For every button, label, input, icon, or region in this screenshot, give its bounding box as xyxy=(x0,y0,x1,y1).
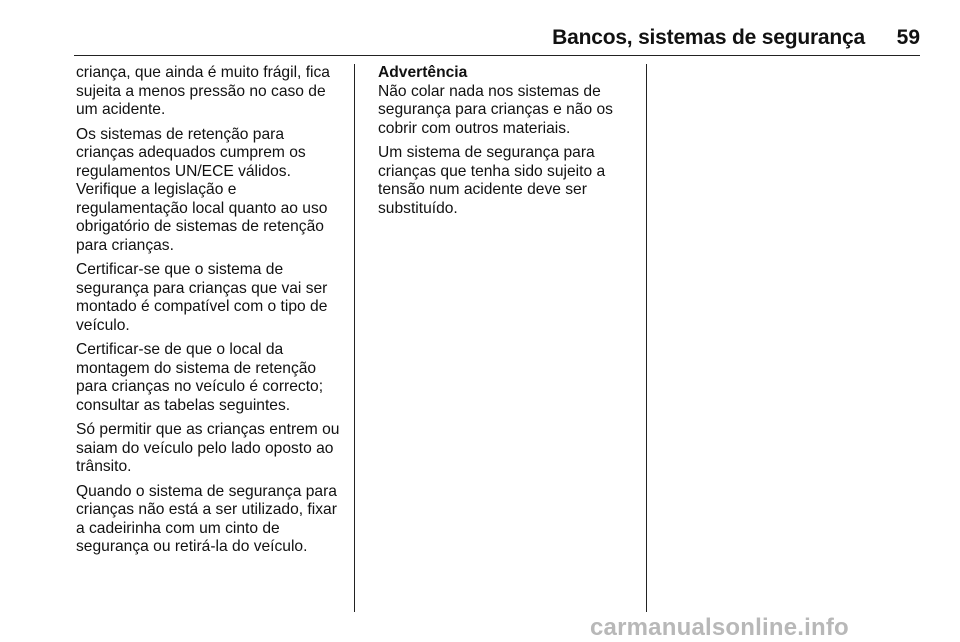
warning-block xyxy=(378,64,628,138)
middle-column xyxy=(378,64,628,224)
watermark: carmanualsonline.info xyxy=(590,614,849,641)
column-divider xyxy=(354,64,355,612)
page-title: Bancos, sistemas de segurança xyxy=(552,26,865,49)
paragraph: Certificar-se que o sistema de segurança para crianças que vai ser montado é compatível com o tipo de veículo. xyxy=(76,261,328,334)
paragraph: Quando o sistema de segurança para crianças não está a ser utilizado, fixar a cadeirinha com um cinto de segurança ou retirá-la do veículo. xyxy=(76,482,337,555)
page-number: 59 xyxy=(896,26,920,49)
paragraph: Os sistemas de retenção para crianças adequados cumprem os regulamentos UN/ECE válidos. Verifique a legislação e regulamentação local quanto ao uso obrigatório de sistemas de retenção para crianças. xyxy=(76,125,328,254)
paragraph: Certificar-se de que o local da montagem do sistema de retenção para crianças no veículo é correcto; consultar as tabelas seguintes. xyxy=(76,341,324,414)
warning-heading: Advertência xyxy=(378,64,468,81)
paragraph: Só permitir que as crianças entrem ou saiam do veículo pelo lado oposto ao trânsito. xyxy=(76,421,340,475)
paragraph: criança, que ainda é muito frágil, fica sujeita a menos pressão no caso de um acidente. xyxy=(76,64,330,118)
column-divider xyxy=(646,64,647,612)
paragraph: Um sistema de segurança para crianças que tenha sido sujeito a tensão num acidente deve ser substituído. xyxy=(378,144,606,217)
header-divider xyxy=(74,55,920,56)
left-column xyxy=(76,64,344,563)
warning-text: Não colar nada nos sistemas de segurança para crianças e não os cobrir com outros materiais. xyxy=(378,82,613,137)
